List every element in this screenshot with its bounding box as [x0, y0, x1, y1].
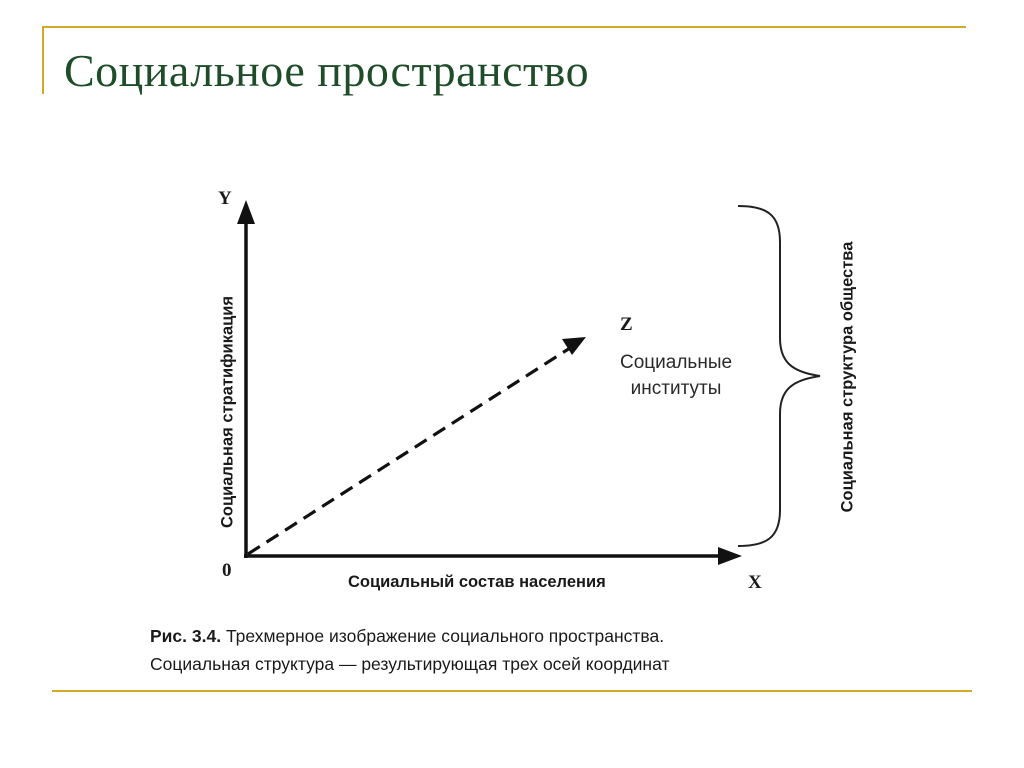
brace-label: Социальная структура общества — [838, 241, 857, 513]
origin-label: 0 — [222, 560, 232, 581]
axes-drawing — [150, 180, 910, 680]
curly-brace — [738, 206, 820, 546]
y-axis-letter: Y — [218, 188, 232, 209]
bottom-rule — [52, 690, 972, 692]
top-rule — [42, 26, 966, 28]
caption-line-2: Социальная структура — результирующая трех осей координат — [150, 654, 670, 674]
social-space-diagram — [150, 180, 910, 680]
z-axis-description — [620, 350, 732, 402]
figure-caption — [150, 622, 669, 678]
caption-text-1: Трехмерное изображение социального пространства. — [225, 626, 665, 646]
y-axis-title: Социальная стратификация — [218, 295, 237, 529]
z-axis-description-line-2: институты — [630, 378, 722, 399]
z-axis-description-line-1: Социальные — [620, 352, 733, 373]
z-axis-dashed-line — [248, 348, 570, 554]
slide-title: Социальное пространство — [64, 45, 590, 96]
y-axis-arrowhead — [237, 200, 255, 224]
x-axis-title: Социальный состав населения — [348, 573, 606, 591]
z-axis-letter: Z — [620, 314, 633, 335]
left-rule — [42, 26, 44, 94]
caption-line-1 — [150, 622, 669, 650]
caption-reference: Рис. 3.4. — [150, 626, 222, 646]
x-axis-arrowhead — [718, 547, 742, 565]
x-axis-letter: X — [748, 572, 762, 593]
